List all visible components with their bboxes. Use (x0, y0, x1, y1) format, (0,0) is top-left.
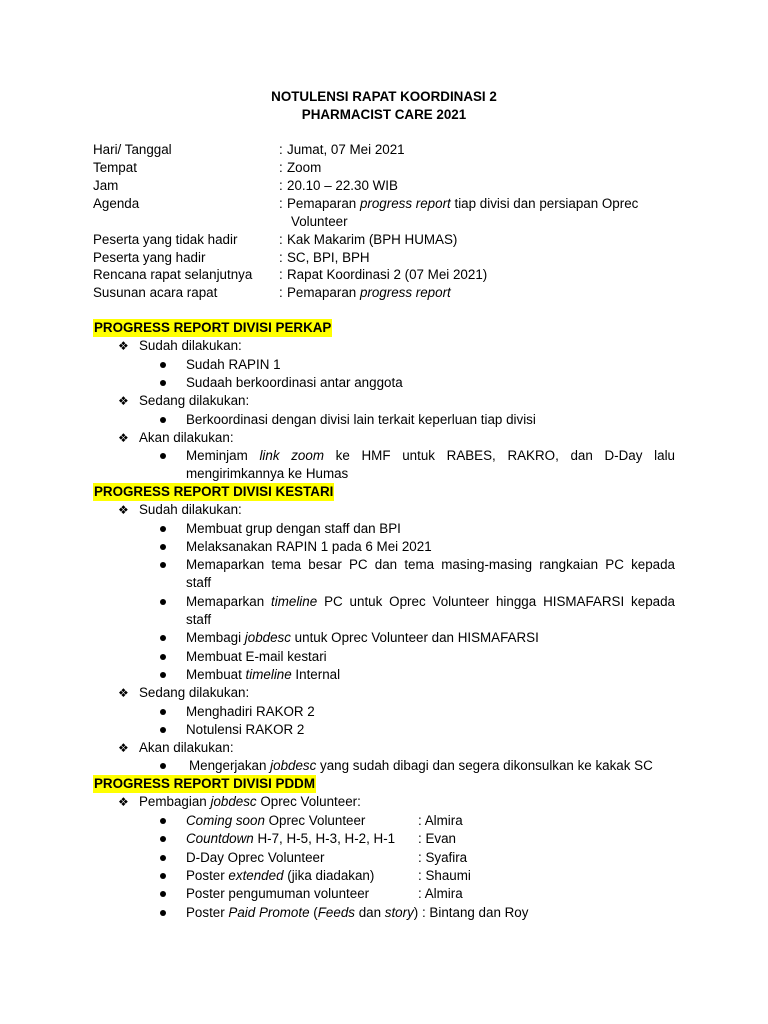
bullet-dot-icon (160, 873, 166, 879)
bullet-dot-icon (160, 635, 166, 641)
list-item: Menghadiri RAKOR 2 (186, 704, 315, 719)
info-value: Pemaparan progress report tiap divisi dan persiapan Oprec (287, 196, 639, 211)
document-page: NOTULENSI RAPAT KOORDINASI 2 PHARMACIST CARE 2021 Hari/ Tanggal : Jumat, 07 Mei 2021 Tempat : Zoom Jam : 20.10 – 22.30 WIB Agenda : Pemaparan progress report tiap divisi dan persiapan Oprec Volunteer Peserta yang tidak hadir : Kak Makarim (BPH HUMAS) Peserta yang hadir : SC, BPI, BPH Rencana rapat selanjutnya : Rapat Koordinasi 2 (07 Mei 2021) Susunan acara rapat : Pemaparan progress report PROGRESS REPORT DIVISI PERKAP ❖ Sudah dilakukan: Sudah RAPIN 1 Sudaah berkoordinasi antar anggota ❖ Sedang dilakukan: Berkoordinasi dengan divisi lain terkait keperluan tiap divisi ❖ Akan dilakukan: Meminjam link zoom ke HMF untuk RABES, RAKRO, dan D-Day lalu mengirimkannya ke Humas PROGRESS REPORT DIVISI KESTARI ❖ Sudah dilakukan: Membuat grup dengan staff dan BPI Melaksanakan RAPIN 1 pada 6 Mei 2021 Memaparkan tema besar PC dan tema masing-masing rangkaian PC kepada staff Memaparkan timeline PC untuk Oprec Volunteer hingga HISMAFARSI kepada staff Membagi jobdesc untuk Oprec Volunteer dan HISMAFARSI Membuat E-mail kestari Membuat timeline Internal ❖ Sedang dilakukan: Menghadiri RAKOR 2 Notulensi RAKOR 2 ❖ Akan dilakukan: Mengerjakan jobdesc yang sudah dibagi dan segera dikonsulkan ke kakak SC PROGRESS REPORT DIVISI PDDM ❖ Pembagian jobdesc Oprec Volunteer: Coming soon Oprec Volunteer : Almira Countdown H-7, H-5, H-3, H-2, H-1 : Evan D-Day Oprec Volunteer : Syafira Poster extended (jika diadakan) : Shaumi Poster pengumuman volunteer : Almira Poster Paid Promote (Feeds dan story) : Bintang dan Roy (0, 0, 768, 1024)
info-value: Pemaparan progress report (287, 285, 451, 300)
diamond-bullet-icon: ❖ (118, 503, 129, 517)
info-value: Rapat Koordinasi 2 (07 Mei 2021) (287, 267, 488, 282)
bullet-dot-icon (160, 910, 166, 916)
diamond-bullet-icon: ❖ (118, 795, 129, 809)
list-item: Notulensi RAKOR 2 (186, 722, 305, 737)
list-item: Poster pengumuman volunteer (186, 886, 370, 901)
bullet-dot-icon (160, 672, 166, 678)
list-heading: Akan dilakukan: (139, 740, 234, 755)
list-item: Berkoordinasi dengan divisi lain terkait keperluan tiap divisi (186, 412, 536, 427)
assignee: : Almira (418, 886, 463, 901)
list-heading: Akan dilakukan: (139, 430, 234, 445)
bullet-dot-icon (160, 380, 166, 386)
document-subtitle: PHARMACIST CARE 2021 (301, 107, 467, 122)
list-item: Meminjam link zoom ke HMF untuk RABES, RAKRO, dan D-Day lalu mengirimkannya ke Humas (186, 448, 675, 482)
info-value: Kak Makarim (BPH HUMAS) (287, 232, 458, 247)
info-label: Jam (93, 178, 119, 193)
bullet-dot-icon (160, 362, 166, 368)
assignee: : Shaumi (418, 868, 471, 883)
info-value: 20.10 – 22.30 WIB (287, 178, 398, 193)
info-value-continued: Volunteer (291, 214, 348, 229)
list-item: Memaparkan timeline PC untuk Oprec Volunteer hingga HISMAFARSI kepada staff (186, 594, 675, 628)
diamond-bullet-icon: ❖ (118, 339, 129, 353)
list-heading: Pembagian jobdesc Oprec Volunteer: (139, 794, 361, 809)
section-heading-perkap: PROGRESS REPORT DIVISI PERKAP (93, 319, 332, 337)
info-label: Peserta yang tidak hadir (93, 232, 238, 247)
assignee: : Syafira (418, 850, 468, 865)
diamond-bullet-icon: ❖ (118, 741, 129, 755)
info-label: Rencana rapat selanjutnya (93, 267, 253, 282)
section-heading-kestari: PROGRESS REPORT DIVISI KESTARI (93, 483, 334, 501)
bullet-dot-icon (160, 562, 166, 568)
list-item: Mengerjakan jobdesc yang sudah dibagi dan segera dikonsulkan ke kakak SC (189, 758, 653, 773)
bullet-dot-icon (160, 836, 166, 842)
list-heading: Sedang dilakukan: (139, 685, 250, 700)
info-value: Jumat, 07 Mei 2021 (287, 142, 405, 157)
assignee: : Almira (418, 813, 463, 828)
info-label: Peserta yang hadir (93, 250, 206, 265)
bullet-dot-icon (160, 891, 166, 897)
list-heading: Sudah dilakukan: (139, 502, 242, 517)
list-item: Sudaah berkoordinasi antar anggota (186, 375, 403, 390)
diamond-bullet-icon: ❖ (118, 394, 129, 408)
list-item: Coming soon Oprec Volunteer (186, 813, 366, 828)
list-item: Membuat grup dengan staff dan BPI (186, 521, 401, 536)
list-item: Membagi jobdesc untuk Oprec Volunteer dan HISMAFARSI (186, 630, 539, 645)
diamond-bullet-icon: ❖ (118, 686, 129, 700)
bullet-dot-icon (160, 526, 166, 532)
list-item: Memaparkan tema besar PC dan tema masing-masing rangkaian PC kepada staff (186, 557, 675, 591)
bullet-dot-icon (160, 544, 166, 550)
bullet-dot-icon (160, 855, 166, 861)
info-label: Tempat (93, 160, 137, 175)
list-item: Membuat E-mail kestari (186, 649, 327, 664)
list-item: Countdown H-7, H-5, H-3, H-2, H-1 (186, 831, 396, 846)
list-item: Melaksanakan RAPIN 1 pada 6 Mei 2021 (186, 539, 432, 554)
list-item: Membuat timeline Internal (186, 667, 341, 682)
list-item: D-Day Oprec Volunteer (186, 850, 325, 865)
diamond-bullet-icon: ❖ (118, 431, 129, 445)
section-heading-pddm: PROGRESS REPORT DIVISI PDDM (93, 775, 316, 793)
list-heading: Sudah dilakukan: (139, 338, 242, 353)
bullet-dot-icon (160, 727, 166, 733)
document-title: NOTULENSI RAPAT KOORDINASI 2 (271, 89, 497, 104)
bullet-dot-icon (160, 417, 166, 423)
list-item: Poster extended (jika diadakan) (186, 868, 375, 883)
bullet-dot-icon (160, 654, 166, 660)
bullet-dot-icon (160, 709, 166, 715)
info-value: SC, BPI, BPH (287, 250, 370, 265)
list-item: Sudah RAPIN 1 (186, 357, 281, 372)
bullet-dot-icon (160, 453, 166, 459)
info-value: Zoom (287, 160, 322, 175)
info-label: Hari/ Tanggal (93, 142, 172, 157)
assignee: : Evan (418, 831, 456, 846)
bullet-dot-icon (160, 763, 166, 769)
bullet-dot-icon (160, 818, 166, 824)
info-label: Susunan acara rapat (93, 285, 218, 300)
list-item: Poster Paid Promote (Feeds dan story) : Bintang dan Roy (186, 905, 529, 920)
bullet-dot-icon (160, 599, 166, 605)
list-heading: Sedang dilakukan: (139, 393, 250, 408)
info-label: Agenda (93, 196, 140, 211)
